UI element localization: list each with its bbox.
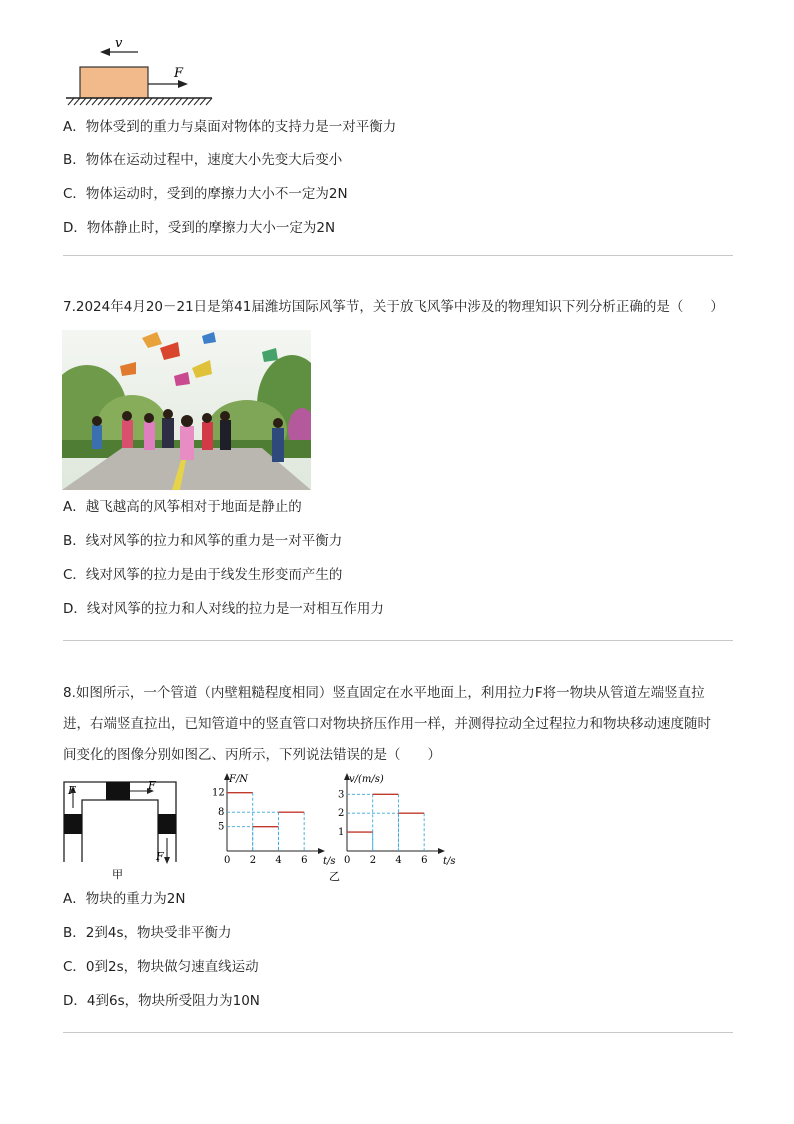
q8-option-c[interactable]: C．0到2s，物块做匀速直线运动	[63, 959, 259, 975]
left-force-label: F	[68, 784, 76, 797]
x-axis-arrowhead	[438, 848, 445, 854]
x-axis-arrowhead	[318, 848, 325, 854]
x-tick-label: 0	[344, 855, 351, 866]
right-force-label: F	[156, 850, 164, 863]
x-tick-label: 4	[395, 855, 402, 866]
pipe-inner-wall	[82, 800, 158, 862]
kite-festival-photo	[62, 330, 311, 490]
figure-jia-caption: 甲	[112, 868, 123, 881]
q6-option-c[interactable]: C．物体运动时，受到的摩擦力大小不一定为2N	[63, 186, 348, 202]
y-tick-label: 1	[338, 827, 345, 839]
block-top	[106, 782, 130, 800]
q8-stem-line-2: 进，右端竖直拉出，已知管道中的竖直管口对物块挤压作用一样，并测得拉动全过程拉力和物块移动速度随时	[63, 716, 711, 732]
x-tick-label: 2	[369, 855, 377, 866]
velocity-arrowhead	[100, 48, 110, 56]
y-tick-label: 12	[212, 787, 225, 799]
q8-stem-line-1: 8.如图所示，一个管道（内壁粗糙程度相同）竖直固定在水平地面上，利用拉力F将一物块从管道左端竖直拉	[63, 685, 705, 701]
block-left	[64, 814, 82, 834]
x-tick-label: 2	[249, 855, 257, 866]
y-axis-label: F/N	[229, 774, 249, 785]
force-arrowhead	[178, 80, 188, 88]
ground-hatching	[68, 98, 212, 105]
q7-stem: 7.2024年4月20－21日是第41届潍坊国际风筝节，关于放飞风筝中涉及的物理知识下列分析正确的是（ ）	[63, 299, 724, 315]
q7-option-a[interactable]: A．越飞越高的风筝相对于地面是静止的	[63, 499, 302, 515]
q6-option-a[interactable]: A．物体受到的重力与桌面对物体的支持力是一对平衡力	[63, 119, 397, 135]
x-axis-label: t/s	[443, 856, 456, 867]
q6-option-b[interactable]: B．物体在运动过程中，速度大小先变大后变小	[63, 152, 343, 168]
force-velocity-charts	[205, 768, 475, 883]
figure-yi-caption: 乙	[329, 870, 340, 883]
q8-option-a[interactable]: A．物块的重力为2N	[63, 891, 186, 907]
q6-option-d[interactable]: D．物体静止时，受到的摩擦力大小一定为2N	[63, 220, 336, 236]
divider-q6	[63, 255, 733, 256]
q7-option-b[interactable]: B．线对风筝的拉力和风筝的重力是一对平衡力	[63, 533, 343, 549]
velocity-time-chart	[338, 773, 456, 867]
block-force-diagram	[60, 30, 220, 110]
x-tick-label: 6	[301, 855, 308, 866]
y-tick-label: 3	[338, 789, 345, 801]
block	[80, 67, 148, 98]
y-axis-label: v/(m/s)	[349, 774, 384, 785]
block-right	[158, 814, 176, 834]
y-tick-label: 5	[218, 821, 225, 833]
divider-q7	[63, 640, 733, 641]
y-tick-label: 8	[218, 807, 225, 819]
q8-stem-line-3: 间变化的图像分别如图乙、丙所示，下列说法错误的是（ ）	[63, 747, 441, 763]
force-label: F	[174, 66, 184, 81]
pipe-diagram	[60, 778, 185, 883]
force-time-chart	[212, 773, 336, 867]
velocity-label: v	[115, 36, 123, 51]
divider-q8	[63, 1032, 733, 1033]
q7-option-c[interactable]: C．线对风筝的拉力是由于线发生形变而产生的	[63, 567, 343, 583]
y-tick-label: 2	[338, 808, 345, 820]
x-axis-label: t/s	[323, 856, 336, 867]
x-tick-label: 0	[224, 855, 231, 866]
q8-option-d[interactable]: D．4到6s，物块所受阻力为10N	[63, 993, 260, 1009]
x-tick-label: 4	[275, 855, 282, 866]
q7-option-d[interactable]: D．线对风筝的拉力和人对线的拉力是一对相互作用力	[63, 601, 384, 617]
x-tick-label: 6	[421, 855, 428, 866]
top-force-label: F	[148, 779, 156, 792]
q8-option-b[interactable]: B．2到4s，物块受非平衡力	[63, 925, 232, 941]
